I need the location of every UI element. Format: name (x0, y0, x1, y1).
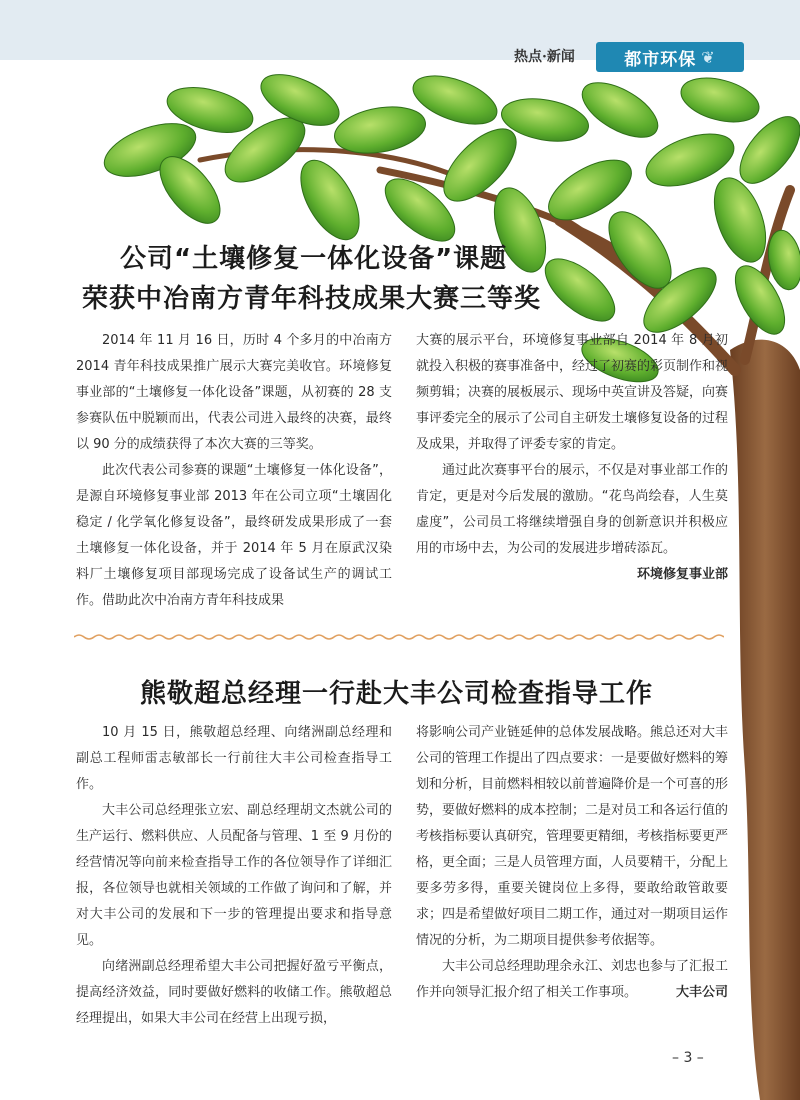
paragraph: 此次代表公司参赛的课题“土壤修复一体化设备”，是源自环境修复事业部 2013 年在公司立项“土壤固化稳定 / 化学氧化修复设备”，最终研发成果形成了一套土壤修复一体化设备，并于 2014 年 5 月在原武汉染料厂土壤修复项目部现场完成了设备试生产的调试工作。借助此次中冶南方青年科技成果 (76, 463, 392, 608)
article2-right-column (416, 720, 728, 1006)
paragraph: 2014 年 11 月 16 日，历时 4 个多月的中冶南方 2014 青年科技成果推广展示大赛完美收官。环境修复事业部的“土壤修复一体化设备”课题，从初赛的 28 支参赛队伍中脱颖而出，代表公司进入最终的决赛，最终以 90 分的成绩获得了本次大赛的三等奖。 (76, 333, 392, 452)
page-number: – 3 – (672, 1050, 704, 1066)
article2-title: 熊敬超总经理一行赴大丰公司检查指导工作 (140, 679, 654, 709)
article1-right-column (416, 328, 728, 588)
paragraph: 大赛的展示平台，环境修复事业部自 2014 年 8 月初就投入积极的赛事准备中，经过了初赛的彩页制作和视频剪辑；决赛的展板展示、现场中英宣讲及答疑，向赛事评委完全的展示了公司自主研发土壤修复设备的过程及成果，并取得了评委专家的肯定。 (416, 333, 729, 452)
section-label: 热点·新闻 (514, 49, 575, 65)
article1-title-line2: 荣获中冶南方青年科技成果大赛三等奖 (82, 284, 542, 314)
article1-title-line1: 公司“土壤修复一体化设备”课题 (120, 244, 508, 274)
brand-name: 都市环保 (624, 49, 697, 70)
wavy-divider (74, 633, 724, 641)
paragraph: 10 月 15 日，熊敬超总经理、向绪洲副总经理和副总工程师雷志敏部长一行前往大丰公司检查指导工作。 (76, 725, 392, 792)
paragraph: 通过此次赛事平台的展示，不仅是对事业部工作的肯定，更是对今后发展的激励。“花鸟尚绘春，人生莫虚度”，公司员工将继续增强自身的创新意识并积极应用的市场中去，为公司的发展进步增砖添瓦。 (416, 463, 729, 556)
paragraph (416, 954, 728, 1006)
article2-signature: 大丰公司 (675, 985, 728, 1000)
leaf-icon: ❦ (701, 47, 716, 67)
article1-signature: 环境修复事业部 (636, 567, 728, 582)
article2-left-column (76, 720, 392, 1032)
paragraph-text: 大丰公司总经理助理余永江、刘忠也参与了汇报工作并向领导汇报介绍了相关工作事项。 (416, 959, 729, 1000)
paragraph: 向绪洲副总经理希望大丰公司把握好盈亏平衡点，提高经济效益，同时要做好燃料的收储工作。熊敬超总经理提出，如果大丰公司在经营上出现亏损， (76, 959, 392, 1026)
brand-tab (596, 42, 744, 72)
paragraph: 大丰公司总经理张立宏、副总经理胡文杰就公司的生产运行、燃料供应、人员配备与管理、1 至 9 月份的经营情况等向前来检查指导工作的各位领导作了详细汇报，各位领导也就相关领域的工作做了询问和了解，并对大丰公司的发展和下一步的管理提出要求和指导意见。 (76, 803, 392, 948)
paragraph: 将影响公司产业链延伸的总体发展战略。熊总还对大丰公司的管理工作提出了四点要求：一是要做好燃料的筹划和分析，目前燃料相较以前普遍降价是一个可喜的形势，要做好燃料的成本控制；二是对员工和各运行值的考核指标要认真研究，管理要更精细，考核指标要更严格，更全面；三是人员管理方面，人员要精干，分配上要多劳多得，重要关键岗位上多得，要敢给敢管敢要求；四是希望做好项目二期工作，通过对一期项目运作情况的分析，为二期项目提供参考依据等。 (416, 725, 729, 948)
tree-trunk (730, 340, 800, 1100)
article1-left-column (76, 328, 392, 614)
